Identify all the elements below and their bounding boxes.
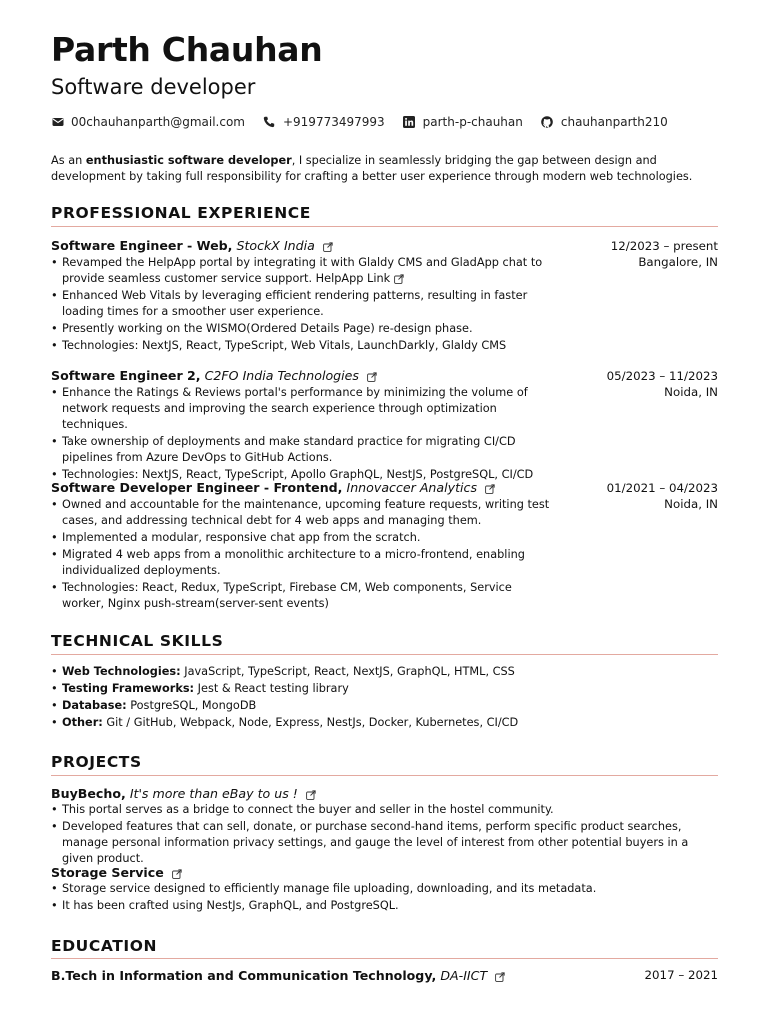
- project-header: [51, 785, 718, 802]
- skill-label: Web Technologies:: [62, 665, 181, 678]
- candidate-name: Parth Chauhan: [51, 30, 323, 69]
- summary-pre: As an: [51, 154, 86, 167]
- list-item: • Migrated 4 web apps from a monolithic architecture to a micro-frontend, enabling individualized deployments.: [51, 547, 556, 579]
- list-item: • Implemented a modular, responsive chat app from the scratch.: [51, 530, 556, 546]
- external-link-icon[interactable]: [367, 372, 377, 382]
- section-divider: [51, 226, 718, 227]
- job-title: Software Engineer 2,: [51, 368, 201, 383]
- list-item: • This portal serves as a bridge to connect the buyer and seller in the hostel community.: [51, 802, 718, 818]
- list-item: • Take ownership of deployments and make standard practice for migrating CI/CD pipelines from Azure DevOps to GitHub Actions.: [51, 434, 556, 466]
- project-entry: [51, 864, 718, 915]
- section-title-projects: PROJECTS: [51, 753, 142, 771]
- github-text: chauhanparth210: [560, 115, 668, 129]
- phone-icon: [263, 116, 276, 129]
- contact-email[interactable]: [51, 115, 245, 129]
- experience-entry: [51, 479, 718, 613]
- list-item: • Technologies: React, Redux, TypeScript, Firebase CM, Web components, Service worker, Nginx push-stream(server-sent events): [51, 580, 556, 612]
- skill-value: JavaScript, TypeScript, React, NextJS, GraphQL, HTML, CSS: [180, 665, 515, 678]
- section-title-education: EDUCATION: [51, 937, 158, 955]
- company-name[interactable]: StockX India: [236, 238, 315, 253]
- skills-list: [51, 664, 718, 732]
- section-divider: [51, 958, 718, 959]
- envelope-icon: [51, 116, 64, 129]
- skill-label: Database:: [62, 699, 127, 712]
- job-dates: 12/2023 – present: [610, 239, 718, 253]
- list-item: • Storage service designed to efficiently manage file uploading, downloading, and its metadata.: [51, 881, 718, 897]
- summary-paragraph: [51, 153, 718, 185]
- skill-value: PostgreSQL, MongoDB: [126, 699, 257, 712]
- list-item: [51, 664, 718, 680]
- experience-entry: [51, 237, 718, 355]
- job-title: Software Engineer - Web,: [51, 238, 233, 253]
- list-item: • Developed features that can sell, donate, or purchase second-hand items, perform specific product searches, manage personal information privacy settings, and gauge the level of interest from other potential buyers in a given product.: [51, 819, 718, 867]
- list-item: • Technologies: NextJS, React, TypeScript, Apollo GraphQL, NestJS, PostgreSQL, CI/CD: [51, 467, 556, 483]
- section-title-experience: PROFESSIONAL EXPERIENCE: [51, 204, 311, 222]
- education-entry: [51, 968, 718, 983]
- linkedin-text: parth-p-chauhan: [422, 115, 523, 129]
- education-dates: 2017 – 2021: [644, 968, 718, 982]
- project-bullets: [51, 881, 718, 914]
- list-item: • It has been crafted using NestJs, GraphQL, and PostgreSQL.: [51, 898, 718, 914]
- list-item: • Presently working on the WISMO(Ordered Details Page) re-design phase.: [51, 321, 556, 337]
- skill-value: Git / GitHub, Webpack, Node, Express, NestJs, Docker, Kubernetes, CI/CD: [102, 716, 519, 729]
- bullet-text: Revamped the HelpApp portal by integrating it with Glaldy CMS and GladApp chat to provide seamless customer service support. HelpApp Link: [62, 256, 543, 285]
- external-link-icon[interactable]: [306, 790, 316, 800]
- job-location: Noida, IN: [664, 385, 718, 399]
- summary-bold: enthusiastic software developer: [85, 154, 292, 167]
- list-item: • Enhanced Web Vitals by leveraging efficient rendering patterns, resulting in faster loading times for a smoother user experience.: [51, 288, 556, 320]
- contact-bar: [51, 115, 686, 129]
- job-title: Software Developer Engineer - Frontend,: [51, 480, 343, 495]
- contact-github[interactable]: [541, 115, 668, 129]
- school-name[interactable]: DA-IICT: [440, 968, 488, 983]
- skill-value: Jest & React testing library: [194, 682, 349, 695]
- job-location: Noida, IN: [664, 497, 718, 511]
- external-link-icon[interactable]: [323, 242, 333, 252]
- section-divider: [51, 775, 718, 776]
- project-tagline[interactable]: It's more than eBay to us !: [129, 786, 298, 801]
- contact-phone[interactable]: [263, 115, 385, 129]
- project-title: BuyBecho,: [51, 786, 126, 801]
- external-link-icon[interactable]: [172, 869, 182, 879]
- external-link-icon[interactable]: [485, 484, 495, 494]
- external-link-icon[interactable]: [394, 274, 404, 284]
- summary-post: , I specialize in seamlessly bridging the gap between design and development by taking full responsibility for crafting a better user experience through modern web technologies.: [51, 154, 693, 183]
- candidate-role: Software developer: [51, 75, 256, 99]
- project-header: [51, 864, 718, 881]
- skill-label: Testing Frameworks:: [62, 682, 195, 695]
- job-dates: 01/2021 – 04/2023: [606, 481, 718, 495]
- contact-linkedin[interactable]: [403, 115, 523, 129]
- email-text: 00chauhanparth@gmail.com: [71, 115, 245, 129]
- list-item: • Technologies: NextJS, React, TypeScript, Web Vitals, LaunchDarkly, Glaldy CMS: [51, 338, 556, 354]
- section-divider: [51, 654, 718, 655]
- project-entry: [51, 785, 718, 868]
- degree-name: B.Tech in Information and Communication Technology,: [51, 968, 437, 983]
- list-item: [51, 698, 718, 714]
- github-icon: [541, 116, 554, 129]
- section-title-skills: TECHNICAL SKILLS: [51, 632, 224, 650]
- company-name[interactable]: C2FO India Technologies: [204, 368, 359, 383]
- list-item: • Enhance the Ratings & Reviews portal's performance by minimizing the volume of network requests and improving the search experience through optimization techniques.: [51, 385, 556, 433]
- external-link-icon[interactable]: [495, 972, 505, 982]
- project-bullets: [51, 802, 718, 867]
- experience-header: [51, 367, 718, 385]
- project-title: Storage Service: [51, 865, 164, 880]
- experience-header: [51, 237, 718, 255]
- job-bullets: [51, 497, 556, 612]
- list-item: [51, 681, 718, 697]
- job-bullets: [51, 255, 556, 354]
- skill-label: Other:: [62, 716, 103, 729]
- job-bullets: [51, 385, 556, 483]
- list-item: • Owned and accountable for the maintenance, upcoming feature requests, writing test cases, and addressing technical debt for 4 web apps and managing them.: [51, 497, 556, 529]
- linkedin-icon: [403, 116, 416, 129]
- job-location: Bangalore, IN: [638, 255, 718, 269]
- list-item: [51, 255, 556, 287]
- experience-header: [51, 479, 718, 497]
- list-item: [51, 715, 718, 731]
- company-name[interactable]: Innovaccer Analytics: [346, 480, 478, 495]
- skills-bullets: [51, 664, 718, 731]
- phone-text: +919773497993: [282, 115, 385, 129]
- job-dates: 05/2023 – 11/2023: [606, 369, 718, 383]
- experience-entry: [51, 367, 718, 484]
